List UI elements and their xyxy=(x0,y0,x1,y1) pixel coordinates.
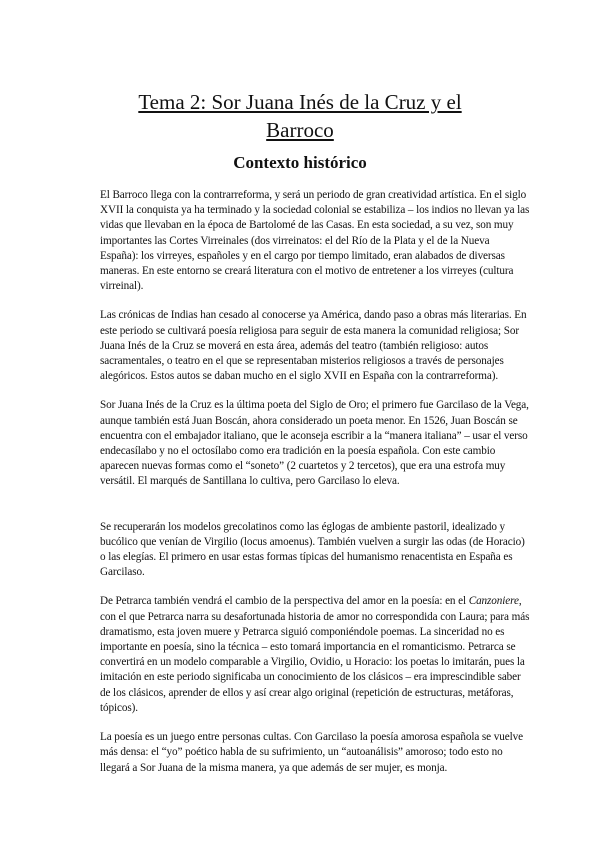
paragraph-6: La poesía es un juego entre personas cultas. Con Garcilaso la poesía amorosa española se vuelve más densa: el “yo” poético habla de su sufrimiento, un “autoanálisis” amoroso; todo esto no llegará a Sor Juana de la misma manera, ya que además de ser mujer, es monja. xyxy=(100,731,523,774)
paragraph-1: El Barroco llega con la contrarreforma, y será un periodo de gran creatividad artística. En el siglo XVII la conquista ya ha terminado y la sociedad colonial se estabiliza – los indios no llevan ya las vidas que llevaban en la época de Bartolomé de las Casas. En esta sociedad, a su vez, son muy importantes las Cortes Virreinales (dos virreinatos: el del Río de la Plata y el de la Nueva España): los virreyes, españoles y en el cargo por tiempo limitado, eran alabados de diversas maneras. En este entorno se creará literatura con el motivo de entretener a los virreyes (cultura virreinal). xyxy=(100,189,530,293)
document-title xyxy=(100,88,500,144)
canzoniere-title: Canzoniere xyxy=(468,595,519,608)
document-title-line-1: Tema 2: Sor Juana Inés de la Cruz y el xyxy=(138,90,462,114)
paragraph-4: Se recuperarán los modelos grecolatinos como las églogas de ambiente pastoril, idealizado y bucólico que venían de Virgilio (locus amoenus). También vuelven a surgir las odas (de Horacio) o las elegías. El primero en usar estas formas típicas del humanismo renacentista en España es Garcilaso. xyxy=(100,520,525,579)
paragraph-5-text-end: , con el que Petrarca narra su desafortunada historia de amor no correspondida con Laura; para más dramatismo, esta joven muere y Petrarca siguió componiéndole poemas. La sinceridad no es importante en poesía, sino la técnica – esto tomará importancia en el romanticismo. Petrarca se convertirá en un modelo comparable a Virgilio, Ovidio, u Horacio: los poetas lo imitarán, pues la imitación en este periodo significaba un conocimiento de los clásicos – era imprescindible saber de los clásicos, aprender de ellos y así crear algo original (repetición de estructuras, metáforas, tópicos). xyxy=(100,595,530,714)
paragraph-5-text-start: De Petrarca también vendrá el cambio de la perspectiva del amor en la poesía: en el xyxy=(100,595,469,608)
paragraph-2: Las crónicas de Indias han cesado al conocerse ya América, dando paso a obras más literarias. En este periodo se cultivará poesía religiosa para seguir de esta manera la comunidad religiosa; Sor Juana Inés de la Cruz se moverá en esta área, además del teatro (también religioso: autos sacramentales, o teatro en el que se representaban misterios religiosos a través de personajes alegóricos. Estos autos se daban mucho en el siglo XVII en España con la contrarreforma). xyxy=(100,309,527,383)
document-body xyxy=(100,188,530,790)
section-heading: Contexto histórico xyxy=(233,153,367,172)
paragraph-5 xyxy=(100,594,530,716)
document-title-line-2: Barroco xyxy=(266,118,334,142)
paragraph-3: Sor Juana Inés de la Cruz es la última poeta del Siglo de Oro; el primero fue Garcilaso de la Vega, aunque también está Juan Boscán, ahora considerado un poeta menor. En 1526, Juan Boscán se encuentra con el embajador italiano, que le aconseja escribir a la “manera italiana” – usar el verso endecasílabo y no el octosílabo como era tradición en la poesía española. Con este cambio aparecen nuevas formas como el “soneto” (2 cuartetos y 2 tercetos), que era una estrofa muy versátil. El marqués de Santillana lo cultiva, pero Garcilaso lo eleva. xyxy=(100,399,529,488)
